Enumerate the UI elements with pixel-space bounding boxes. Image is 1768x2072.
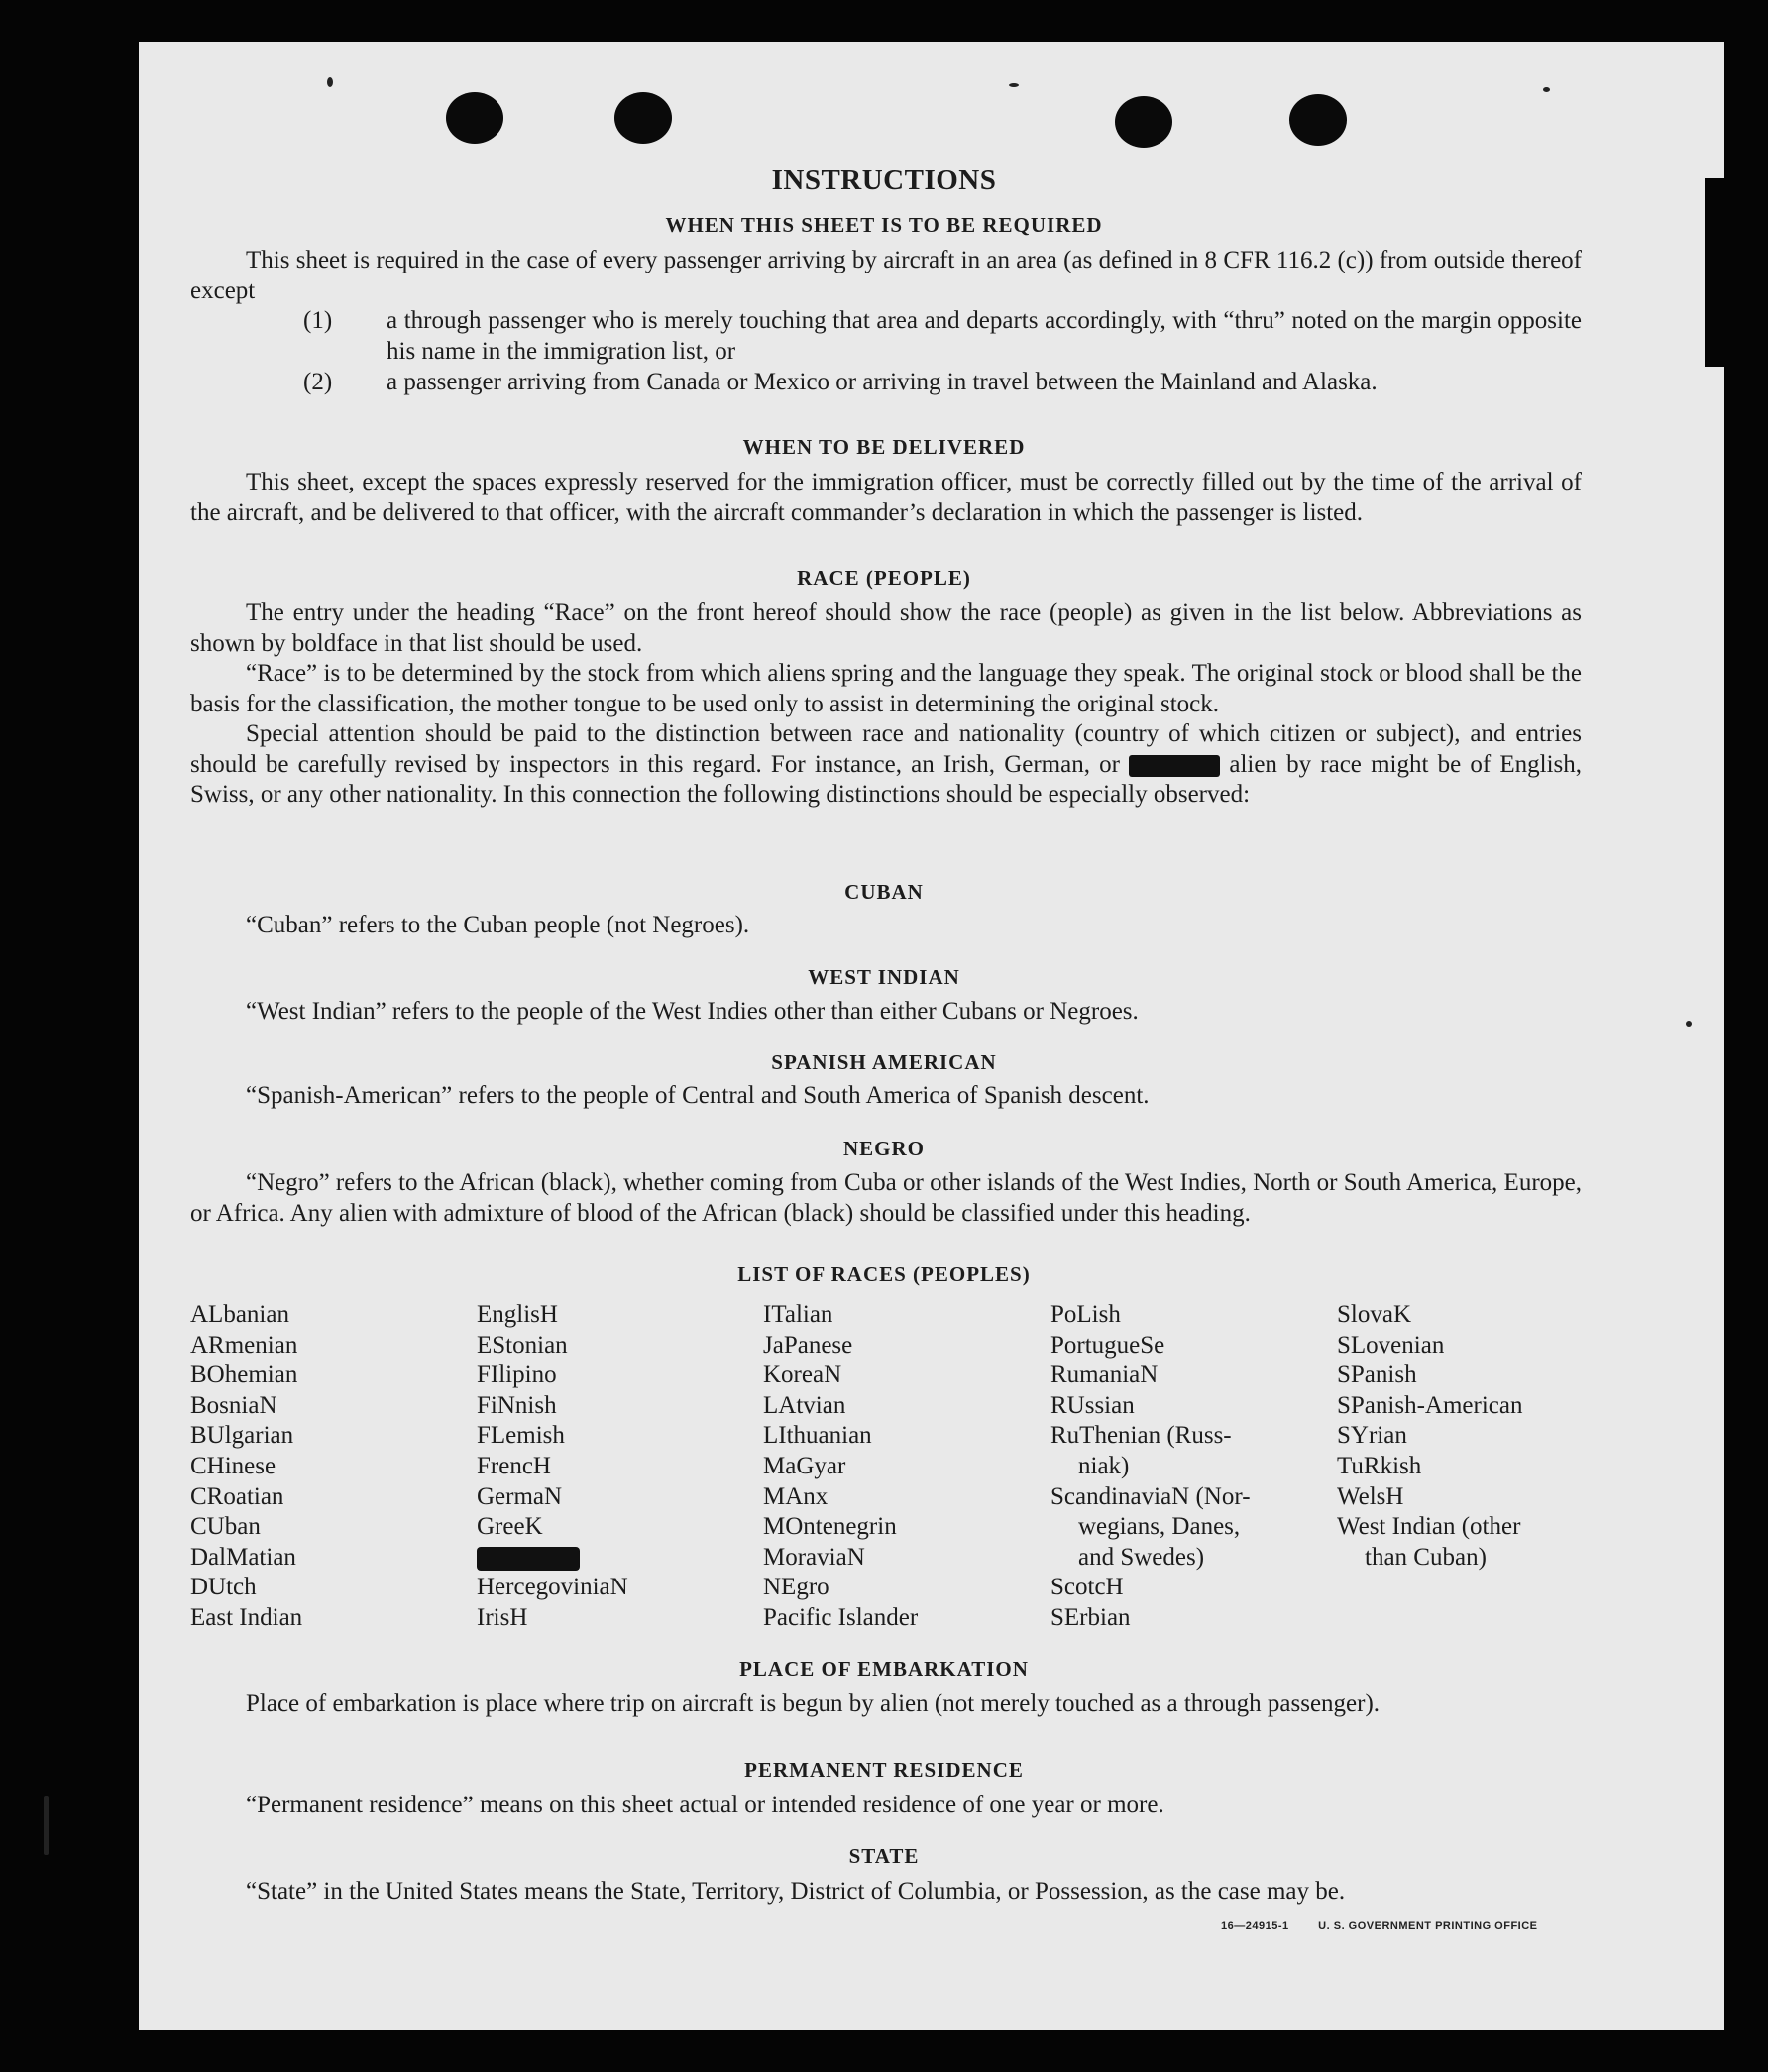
- heading-cuban: CUBAN: [844, 880, 924, 904]
- west-indian-text: “West Indian” refers to the people of the West Indies other than either Cubans or Negroes.: [246, 998, 1139, 1025]
- exception-item-1: (1) a through passenger who is merely touching that area and departs accordingly, with “thru” noted on the margin opposite his name in the immigration list, or: [303, 307, 1582, 365]
- race-entry: GermaN: [477, 1482, 563, 1510]
- race-entry: BUlgarian: [190, 1422, 294, 1450]
- heading-permanent-residence: PERMANENT RESIDENCE: [744, 1758, 1024, 1782]
- heading-when-required: WHEN THIS SHEET IS TO BE REQUIRED: [665, 213, 1103, 237]
- race-entry: ALbanian: [190, 1301, 289, 1328]
- race-entry: PortugueSe: [1050, 1331, 1165, 1359]
- heading-race: RACE (PEOPLE): [797, 566, 971, 590]
- race-entry: LAtvian: [763, 1391, 846, 1419]
- race-entry: GreeK: [477, 1513, 543, 1541]
- state-text: “State” in the United States means the State, Territory, District of Columbia, or Possession, as the case may be.: [246, 1878, 1346, 1905]
- race-entry: FiNnish: [477, 1391, 557, 1419]
- race-entry: SErbian: [1050, 1603, 1131, 1631]
- when-delivered-text: This sheet, except the spaces expressly reserved for the immigration officer, must be correctly filled out by the time of the arrival of the aircraft, and be delivered to that officer, with the aircraft commander’s declaration in which the passenger is listed.: [190, 469, 1582, 526]
- redaction-mark: [477, 1547, 580, 1571]
- races-column-2: [477, 1300, 764, 1634]
- race-entry-redacted: [477, 1543, 764, 1574]
- race-entry: CUban: [190, 1513, 261, 1541]
- heading-spanish-american: SPANISH AMERICAN: [771, 1050, 997, 1074]
- race-entry: FIlipino: [477, 1362, 557, 1389]
- form-number: 16—24915-1: [1221, 1920, 1289, 1932]
- spanish-american-text: “Spanish-American” refers to the people of Central and South America of Spanish descent.: [246, 1082, 1150, 1109]
- race-entry: CHinese: [190, 1452, 276, 1479]
- when-required-intro: This sheet is required in the case of every passenger arriving by aircraft in an area (as defined in 8 CFR 116.2 (c)) from outside thereof except: [190, 247, 1582, 304]
- race-distinction-paragraph: Special attention should be paid to the distinction between race and nationality (country of which citizen or subject), and entries should be carefully revised by inspectors in this regard. For instance, an Irish, German, or alien by race might be of English, Swiss, or any other nationality. In this connection the following distinctions should be especially observed:: [190, 720, 1583, 808]
- race-entry: ITalian: [763, 1301, 833, 1328]
- race-entry: RUssian: [1050, 1391, 1135, 1419]
- race-entry: MOntenegrin: [763, 1513, 897, 1541]
- race-entry: East Indian: [190, 1603, 303, 1631]
- race-entry: FLemish: [477, 1422, 565, 1450]
- race-entry: Pacific Islander: [763, 1603, 919, 1631]
- race-text: The entry under the heading “Race” on the front hereof should show the race (people) as given in the list below. Abbreviations as shown by boldface in that list should be used. “Race” is to be determined by the stock from which aliens spring and the language they speak. The original stock or blood shall be the basis for the classification, the mother tongue to be used only to assist in determining the original stock. Special attention should be paid to the distinction between race and nationality (country of which citizen or subject), and entries should be carefully revised by inspectors in this regard. For instance, an Irish, German, or alien by race might be of English, Swiss, or any other nationality. In this connection the following distinctions should be especially observed:: [190, 599, 1582, 811]
- race-entry: PoLish: [1050, 1301, 1121, 1328]
- race-entry: SYrian: [1337, 1422, 1407, 1450]
- races-column-5: [1337, 1300, 1624, 1573]
- cuban-text: “Cuban” refers to the Cuban people (not Negroes).: [246, 912, 750, 938]
- page-title: INSTRUCTIONS: [771, 164, 997, 196]
- heading-when-delivered: WHEN TO BE DELIVERED: [742, 435, 1026, 459]
- race-entry-continued: niak): [1078, 1452, 1130, 1479]
- redaction-mark: [1129, 755, 1220, 777]
- race-entry: SlovaK: [1337, 1301, 1411, 1328]
- heading-embarkation: PLACE OF EMBARKATION: [739, 1657, 1029, 1681]
- race-entry: SPanish-American: [1337, 1391, 1523, 1419]
- form-footer: [1221, 1920, 1564, 1932]
- races-column-1: [190, 1300, 478, 1634]
- race-entry: WelsH: [1337, 1482, 1404, 1510]
- embarkation-text: Place of embarkation is place where trip on aircraft is begun by alien (not merely touched as a through passenger).: [246, 1690, 1381, 1717]
- race-entry: ScotcH: [1050, 1574, 1124, 1601]
- race-entry: BosniaN: [190, 1391, 277, 1419]
- race-entry: HercegoviniaN: [477, 1574, 628, 1601]
- race-entry: KoreaN: [763, 1362, 842, 1389]
- heading-list-of-races: LIST OF RACES (PEOPLES): [737, 1262, 1031, 1286]
- race-entry: ScandinaviaN (Nor-: [1050, 1482, 1251, 1510]
- race-entry-continued: wegians, Danes,: [1078, 1513, 1241, 1541]
- races-column-4: [1050, 1300, 1338, 1634]
- race-entry: West Indian (other: [1337, 1513, 1521, 1541]
- race-entry: IrisH: [477, 1603, 528, 1631]
- exception-item-2: (2) a passenger arriving from Canada or Mexico or arriving in travel between the Mainland and Alaska.: [303, 369, 1378, 395]
- race-entry: NEgro: [763, 1574, 829, 1601]
- race-entry: RumaniaN: [1050, 1362, 1159, 1389]
- heading-west-indian: WEST INDIAN: [808, 965, 960, 989]
- negro-text: “Negro” refers to the African (black), whether coming from Cuba or other islands of the West Indies, North or South America, Europe, or Africa. Any alien with admixture of blood of the African (black) should be classified under this heading.: [190, 1169, 1582, 1227]
- race-entry: DUtch: [190, 1574, 257, 1601]
- residence-text: “Permanent residence” means on this sheet actual or intended residence of one year or more.: [246, 1792, 1164, 1818]
- race-entry: MAnx: [763, 1482, 829, 1510]
- race-entry: MaGyar: [763, 1452, 846, 1479]
- race-entry: FrencH: [477, 1452, 551, 1479]
- race-entry: EnglisH: [477, 1301, 558, 1328]
- race-entry: MoraviaN: [763, 1543, 865, 1571]
- race-entry: ARmenian: [190, 1331, 298, 1359]
- races-column-3: [763, 1300, 1050, 1634]
- race-entry: LIthuanian: [763, 1422, 872, 1450]
- race-entry-continued: and Swedes): [1078, 1543, 1205, 1571]
- heading-state: STATE: [848, 1844, 920, 1868]
- race-entry: TuRkish: [1337, 1452, 1422, 1479]
- printer-imprint: U. S. GOVERNMENT PRINTING OFFICE: [1318, 1920, 1538, 1932]
- race-entry: RuThenian (Russ-: [1050, 1422, 1232, 1450]
- race-entry: CRoatian: [190, 1482, 284, 1510]
- race-entry: EStonian: [477, 1331, 568, 1359]
- race-entry: SLovenian: [1337, 1331, 1445, 1359]
- race-entry: JaPanese: [763, 1331, 853, 1359]
- race-entry: BOhemian: [190, 1362, 298, 1389]
- heading-negro: NEGRO: [842, 1137, 925, 1160]
- race-entry: DalMatian: [190, 1543, 296, 1571]
- race-entry-continued: than Cuban): [1365, 1543, 1487, 1571]
- race-entry: SPanish: [1337, 1362, 1417, 1389]
